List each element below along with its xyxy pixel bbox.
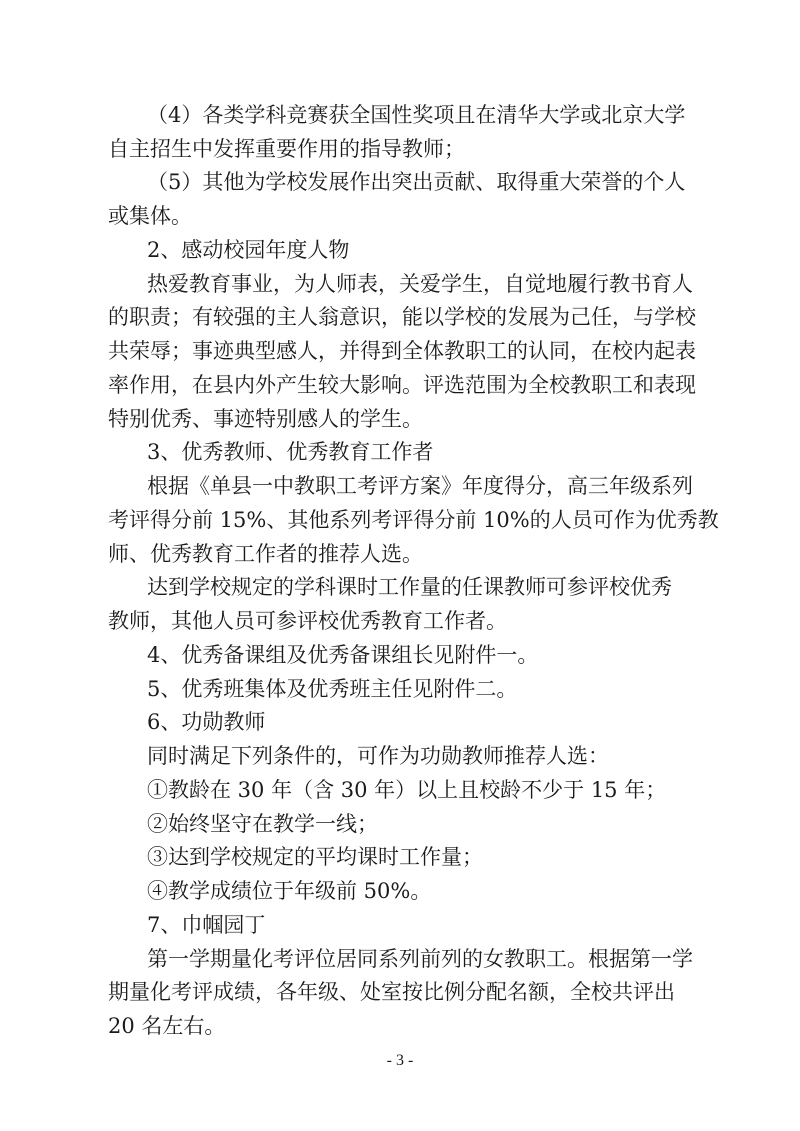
text-line: 20 名左右。 bbox=[108, 1014, 226, 1038]
section-heading: 5、优秀班集体及优秀班主任见附件二。 bbox=[147, 677, 518, 701]
text-line: 师、优秀教育工作者的推荐人选。 bbox=[108, 542, 423, 566]
text-line: 教师，其他人员可参评校优秀教育工作者。 bbox=[108, 609, 507, 633]
page-number: - 3 - bbox=[386, 1052, 414, 1069]
section-heading: 7、巾帼园丁 bbox=[147, 913, 266, 937]
text-line: 期量化考评成绩，各年级、处室按比例分配名额，全校共评出 bbox=[108, 980, 675, 1004]
text-line: 共荣辱；事迹典型感人，并得到全体教职工的认同，在校内起表 bbox=[108, 339, 696, 363]
section-heading: 4、优秀备课组及优秀备课组长见附件一。 bbox=[147, 643, 539, 667]
list-item: ④教学成绩位于年级前 50%。 bbox=[147, 879, 432, 903]
section-heading: 6、功勋教师 bbox=[147, 710, 266, 734]
list-item: ①教龄在 30 年（含 30 年）以上且校龄不少于 15 年； bbox=[147, 778, 667, 802]
text-line: 率作用，在县内外产生较大影响。评选范围为全校教职工和表现 bbox=[108, 373, 696, 397]
text-line: 达到学校规定的学科课时工作量的任课教师可参评校优秀 bbox=[147, 575, 672, 599]
text-line: 热爱教育事业，为人师表，关爱学生，自觉地履行教书育人 bbox=[147, 272, 693, 296]
text-line: 特别优秀、事迹特别感人的学生。 bbox=[108, 407, 423, 431]
section-heading: 2、感动校园年度人物 bbox=[147, 238, 350, 262]
text-line: （4）各类学科竞赛获全国性奖项且在清华大学或北京大学 bbox=[147, 103, 686, 127]
text-line: 自主招生中发挥重要作用的指导教师； bbox=[108, 137, 465, 161]
text-line: 考评得分前 15%、其他系列考评得分前 10%的人员可作为优秀教 bbox=[108, 508, 719, 532]
text-line: 同时满足下列条件的，可作为功勋教师推荐人选： bbox=[147, 744, 609, 768]
section-heading: 3、优秀教师、优秀教育工作者 bbox=[147, 440, 434, 464]
text-line: 根据《单县一中教职工考评方案》年度得分，高三年级系列 bbox=[147, 474, 693, 498]
text-line: 第一学期量化考评位居同系列前列的女教职工。根据第一学 bbox=[147, 947, 693, 971]
text-line: （5）其他为学校发展作出突出贡献、取得重大荣誉的个人 bbox=[147, 170, 686, 194]
list-item: ②始终坚守在教学一线； bbox=[147, 812, 378, 836]
text-line: 或集体。 bbox=[108, 204, 192, 228]
list-item: ③达到学校规定的平均课时工作量； bbox=[147, 845, 483, 869]
text-line: 的职责；有较强的主人翁意识，能以学校的发展为己任，与学校 bbox=[108, 305, 696, 329]
